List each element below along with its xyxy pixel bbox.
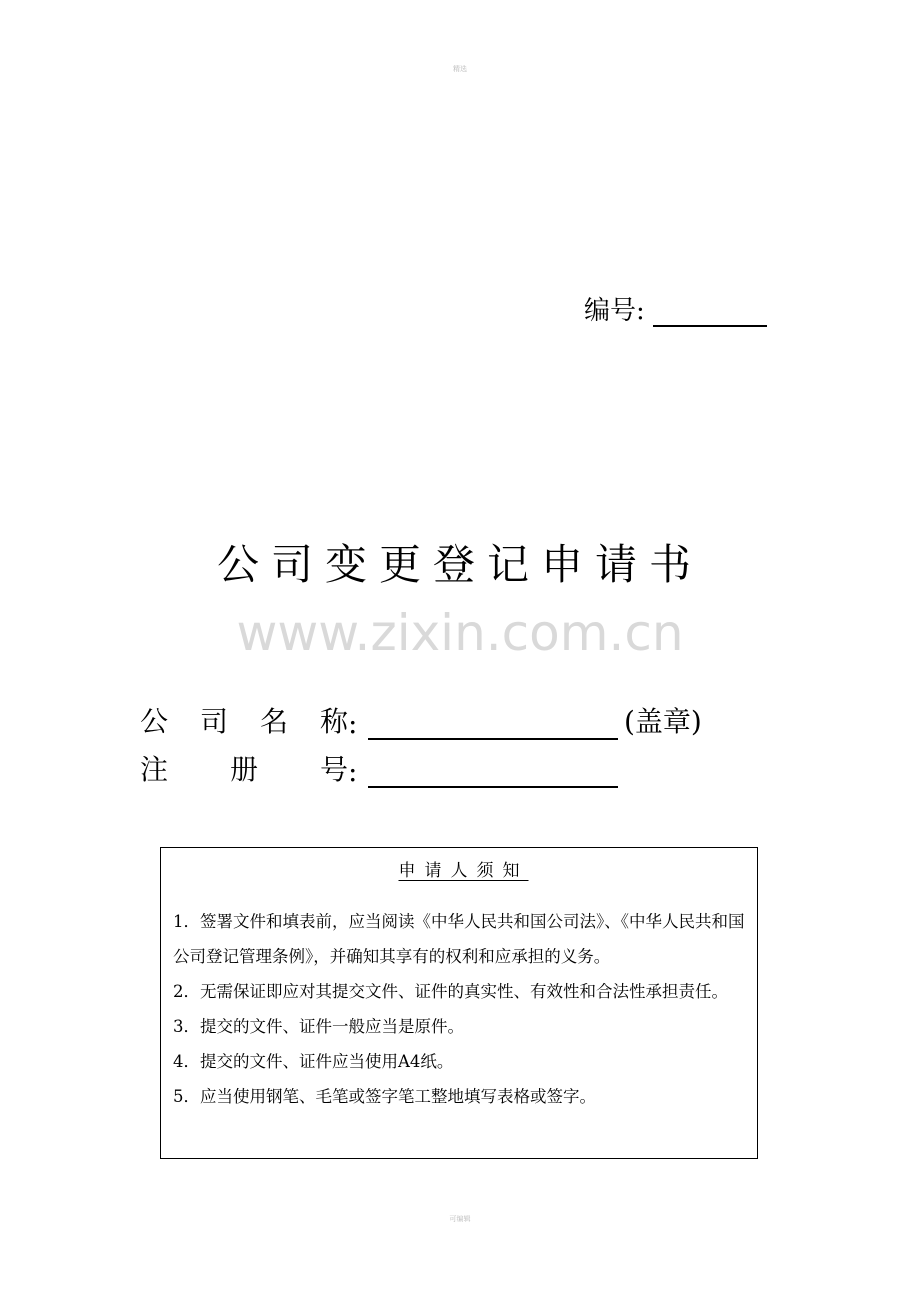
page-title: 公司变更登记申请书 — [216, 540, 703, 589]
applicant-notice-box — [160, 847, 758, 1159]
registration-number-field — [140, 748, 618, 788]
registration-number-label: 注 册 号 — [140, 753, 348, 786]
registration-number-blank[interactable] — [368, 756, 618, 788]
notice-item: 5．应当使用钢笔、毛笔或签字笔工整地填写表格或签字。 — [173, 1087, 596, 1106]
notice-title: 申请人须知 — [398, 861, 529, 881]
notice-item: 1．签署文件和填表前，应当阅读《中华人民共和国公司法》、《中华人民共和国公司登记管理条例》，并确知其享有的权利和应承担的义务。 — [173, 912, 745, 966]
company-name-label: 公 司 名 称 — [140, 705, 348, 738]
watermark: www.zixin.com.cn — [236, 604, 684, 662]
document-number — [584, 290, 767, 327]
header-mark: 精选 — [453, 65, 467, 73]
company-name-blank[interactable] — [368, 708, 618, 740]
document-number-blank[interactable] — [653, 297, 767, 327]
company-name-colon: : — [348, 707, 358, 740]
notice-item: 2．无需保证即应对其提交文件、证件的真实性、有效性和合法性承担责任。 — [173, 982, 728, 1001]
footer-mark: 可编辑 — [449, 1215, 471, 1223]
notice-item: 3．提交的文件、证件一般应当是原件。 — [173, 1017, 464, 1036]
notice-item: 4．提交的文件、证件应当使用A4纸。 — [173, 1052, 454, 1071]
document-number-label: 编号: — [584, 296, 645, 326]
seal-note: (盖章) — [624, 705, 702, 738]
registration-number-colon: : — [348, 755, 358, 788]
notice-list — [173, 904, 751, 1114]
company-name-field — [140, 700, 702, 740]
